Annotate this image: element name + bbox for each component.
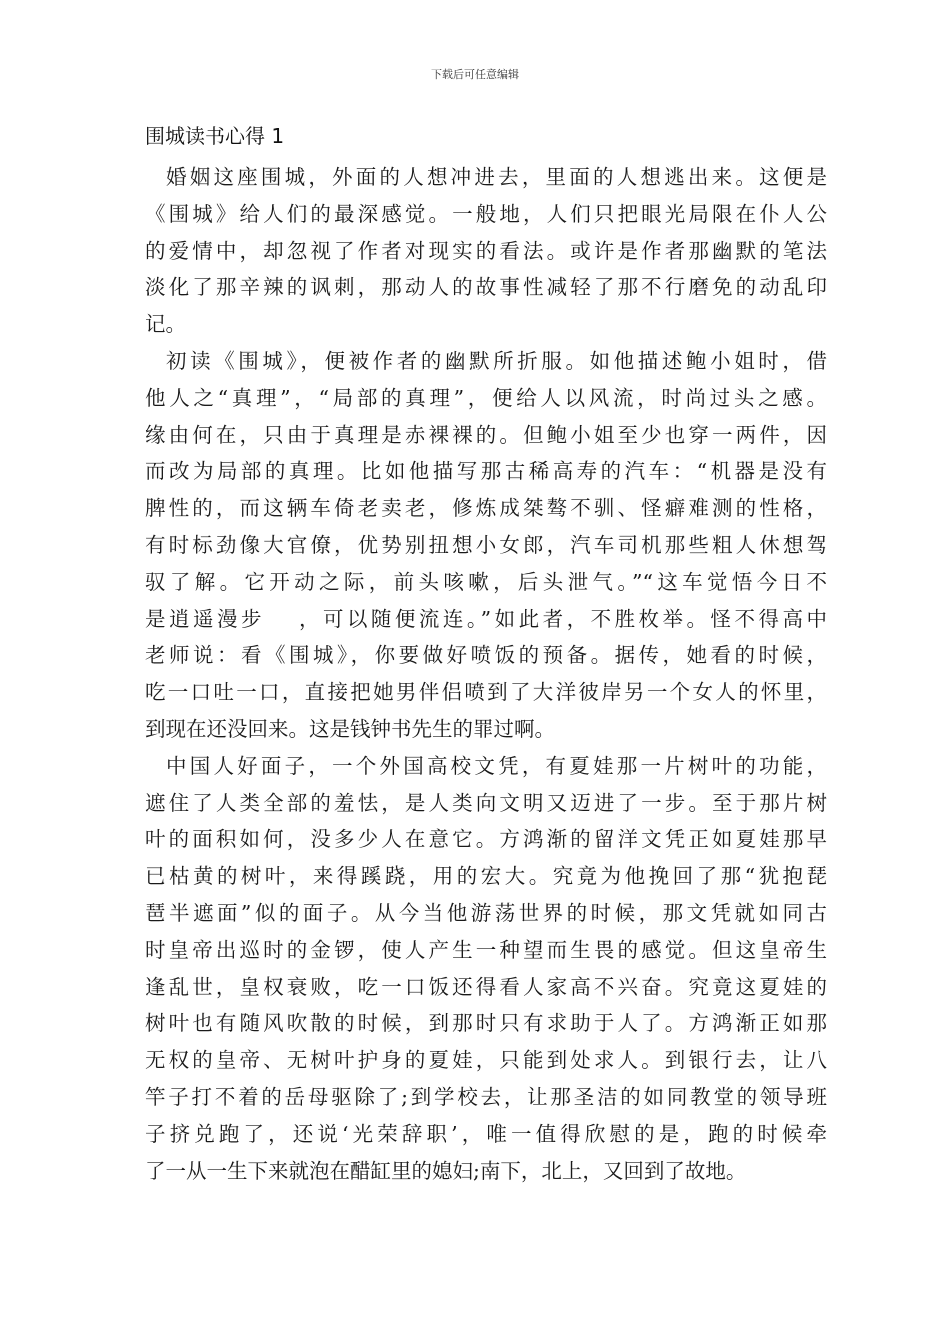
text-line: 子挤兑跑了，还说‘光荣辞职’，唯一值得欣慰的是，跑的时候牵 bbox=[145, 1121, 827, 1146]
text-line: 《围城》给人们的最深感觉。一般地，人们只把眼光局限在仆人公 bbox=[145, 201, 827, 226]
text-line: 树叶也有随风吹散的时候，到那时只有求助于人了。方鸿渐正如那 bbox=[145, 1011, 827, 1036]
text-line: 缘由何在，只由于真理是赤裸裸的。但鲍小姐至少也穿一两件，因 bbox=[145, 422, 827, 447]
text-line: 初读《围城》，便被作者的幽默所折服。如他描述鲍小姐时，借 bbox=[166, 348, 827, 373]
text-line: 逢乱世，皇权衰败，吃一口饭还得看人家高不兴奋。究竟这夏娃的 bbox=[145, 974, 827, 999]
text-line: 婚姻这座围城，外面的人想冲进去，里面的人想逃出来。这便是 bbox=[166, 165, 827, 189]
text-line: 而改为局部的真理。比如他描写那古稀高寿的汽车：“机器是没有 bbox=[145, 459, 827, 484]
text-line: 无权的皇帝、无树叶护身的夏娃，只能到处求人。到银行去，让八 bbox=[145, 1048, 827, 1073]
text-line: 是逍遥漫步 ，可以随便流连。”如此者，不胜枚举。怪不得高中 bbox=[145, 606, 827, 631]
text-line: 到现在还没回来。这是钱钟书先生的罪过啊。 bbox=[145, 716, 555, 741]
text-line: 时皇帝出巡时的金锣，使人产生一种望而生畏的感觉。但这皇帝生 bbox=[145, 937, 827, 962]
text-line: 有时标劲像大官僚，优势别扭想小女郎，汽车司机那些粗人休想驾 bbox=[145, 532, 827, 557]
page-header-note: 下载后可任意编辑 bbox=[431, 68, 519, 81]
text-line: 老师说：看《围城》，你要做好喷饭的预备。据传，她看的时候， bbox=[145, 643, 827, 668]
text-line: 脾性的，而这辆车倚老卖老，修炼成桀骜不驯、怪癖难测的性格， bbox=[145, 496, 827, 521]
text-line: 他人之“真理”，“局部的真理”，便给人以风流，时尚过头之感。 bbox=[145, 385, 827, 410]
text-line: 竿子打不着的岳母驱除了;到学校去，让那圣洁的如同教堂的领导班 bbox=[145, 1084, 827, 1109]
text-line: 中国人好面子，一个外国高校文凭，有夏娃那一片树叶的功能， bbox=[166, 753, 827, 778]
text-line: 记。 bbox=[145, 312, 186, 337]
text-line: 吃一口吐一口，直接把她男伴侣喷到了大洋彼岸另一个女人的怀里， bbox=[145, 680, 827, 705]
text-line: 的爱情中，却忽视了作者对现实的看法。或许是作者那幽默的笔法 bbox=[145, 238, 827, 263]
text-line: 叶的面积如何，没多少人在意它。方鸿渐的留洋文凭正如夏娃那早 bbox=[145, 827, 827, 852]
text-line: 淡化了那辛辣的讽刺，那动人的故事性减轻了那不行磨免的动乱印 bbox=[145, 275, 827, 300]
document-title: 围城读书心得 1 bbox=[145, 124, 285, 148]
text-line: 了一从一生下来就泡在醋缸里的媳妇;南下，北上，又回到了故地。 bbox=[145, 1158, 747, 1183]
text-line: 驭了解。它开动之际，前头咳嗽，后头泄气。”“这车觉悟今日不 bbox=[145, 569, 827, 594]
text-line: 遮住了人类全部的羞怯，是人类向文明又迈进了一步。至于那片树 bbox=[145, 790, 827, 815]
document-body bbox=[145, 159, 827, 1189]
text-line: 已枯黄的树叶，来得蹊跷，用的宏大。究竟为他挽回了那“犹抱琵 bbox=[145, 864, 827, 889]
text-line: 琶半遮面”似的面子。从今当他游荡世界的时候，那文凭就如同古 bbox=[145, 900, 827, 925]
